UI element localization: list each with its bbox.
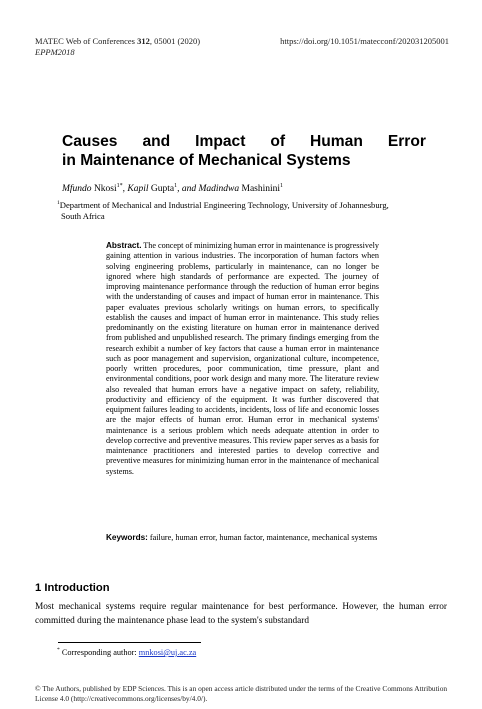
author: Kapil Gupta$^1$ bbox=[127, 182, 178, 194]
section-heading: 1 Introduction bbox=[35, 582, 110, 594]
author-email-link[interactable]: mnkosi@uj.ac.za bbox=[138, 648, 197, 657]
affiliation: $^1$Department of Mechanical and Industrial Engineering Technology, University of Johannesburg, South Africa bbox=[57, 200, 389, 221]
paper-title bbox=[62, 133, 426, 170]
abstract bbox=[106, 241, 379, 477]
conference-name: EPPM2018 bbox=[35, 47, 75, 57]
title-line-2: in Maintenance of Mechanical Systems bbox=[62, 151, 351, 169]
keywords bbox=[106, 533, 379, 543]
keywords-label: Keywords: bbox=[106, 533, 148, 542]
abstract-label: Abstract. bbox=[106, 241, 142, 250]
title-line-1: Causes and Impact of Human Error bbox=[62, 133, 426, 150]
author: Madindwa Mashinini$^1$ bbox=[198, 182, 284, 194]
keywords-text: failure, human error, human factor, maintenance, mechanical systems bbox=[149, 533, 378, 542]
doi-link[interactable]: https://doi.org/10.1051/matecconf/202031205001 bbox=[280, 36, 449, 46]
license-notice: © The Authors, published by EDP Sciences. This is an open access article distributed under the terms of the Creative Commons Attribution License 4.0 (http://creativecommons.org/licenses/by/4.0/). bbox=[35, 684, 448, 703]
volume-number: 312 bbox=[137, 36, 150, 46]
footnote: * Corresponding author: mnkosi@uj.ac.za bbox=[57, 647, 197, 657]
footnote-divider bbox=[58, 642, 201, 643]
journal-citation: MATEC Web of Conferences 312, 05001 (2020) bbox=[35, 36, 201, 46]
author-list: Mfundo Nkosi$^{1*}$, Kapil Gupta$^1$, and Madindwa Mashinini$^1$ bbox=[62, 182, 284, 194]
author: Mfundo Nkosi$^{1*}$ bbox=[62, 182, 123, 194]
running-header-left bbox=[35, 36, 200, 58]
introduction-text: Most mechanical systems require regular maintenance for best performance. However, the human error committed during the maintenance phase lead to the system's substandard bbox=[35, 602, 447, 626]
abstract-text: The concept of minimizing human error in maintenance is progressively gaining attention in various industries. The incorporation of human factors when solving engineering problems, particularly in maintenance, can no longer be ignored where high standards of performance are expected. The journey of improving maintenance performance through the reduction of human error begins with the understanding of causes and impact of human error in maintenance. This paper evaluates previous scholarly writings on human errors, to specifically establish the causes and impact of human error in maintenance. This study relies predominantly on the existing literature on human error in maintenance derived from published and unpublished research. The primary findings emerging from the research exhibit a number of key factors that cause a human error in maintenance such as poor management and supervision, organizational culture, incompetence, poorly written procedures, poor communication, time pressure, plant and environmental conditions, poor work design and many more. The literature review also revealed that human errors have a negative impact on safety, reliability, productivity and efficiency of the equipment. It was further discovered that equipment failures leading to accidents, incidents, loss of life and economic losses are the major effects of human error. Human error in mechanical systems' maintenance is a serious problem which needs adequate attention in order to develop corrective and preventive measures. This review paper serves as a basis for maintenance practitioners and interested parties to develop corrective and preventive measures for minimizing human error in the maintenance of mechanical systems. bbox=[106, 241, 379, 476]
